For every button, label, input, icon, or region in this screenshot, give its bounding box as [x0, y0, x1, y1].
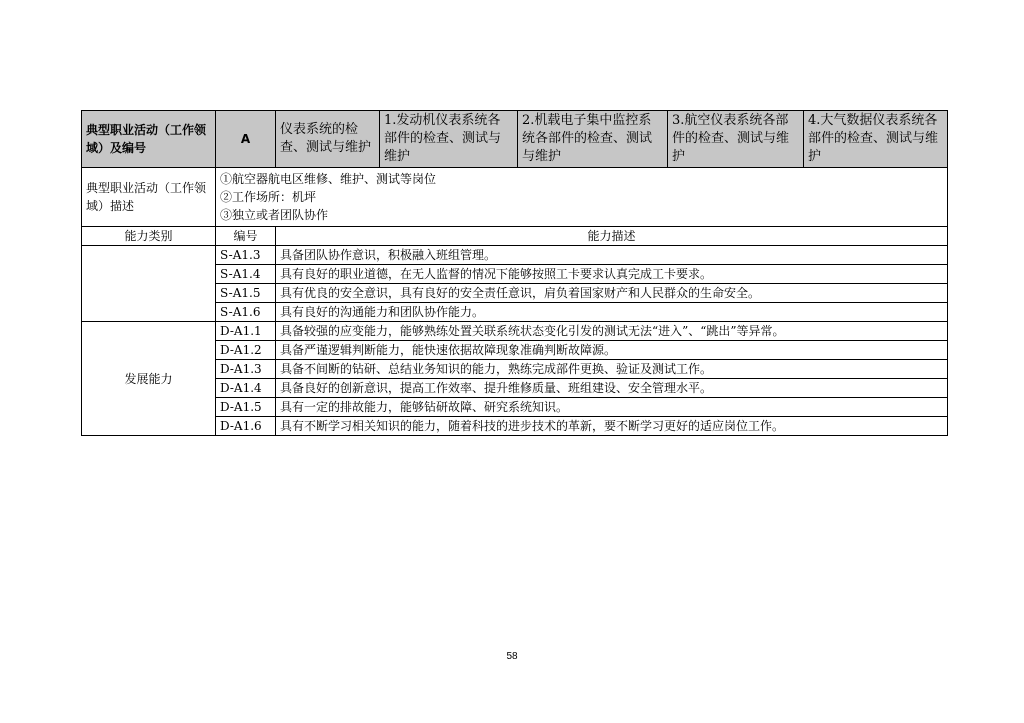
page-number: 58: [506, 651, 518, 662]
code-cell: D-A1.3: [216, 360, 276, 379]
desc-cell: 具有良好的沟通能力和团队协作能力。: [276, 303, 948, 322]
description-label: 典型职业活动（工作领域）描述: [82, 168, 216, 227]
activity-name-cell: 仪表系统的检查、测试与维护: [276, 111, 380, 168]
task-column-1: 1.发动机仪表系统各部件的检查、测试与维护: [380, 111, 518, 168]
code-cell: D-A1.1: [216, 322, 276, 341]
desc-cell: 具备团队协作意识，积极融入班组管理。: [276, 246, 948, 265]
description-line-3: ③独立或者团队协作: [220, 208, 329, 222]
code-cell: S-A1.3: [216, 246, 276, 265]
desc-cell: 具备严谨逻辑判断能力，能快速依据故障现象准确判断故障源。: [276, 341, 948, 360]
code-header: 编号: [216, 227, 276, 246]
code-cell: D-A1.6: [216, 417, 276, 436]
table-header-row: [82, 111, 948, 168]
description-content: [216, 168, 948, 227]
desc-cell: 具有优良的安全意识，具有良好的安全责任意识，肩负着国家财产和人民群众的生命安全。: [276, 284, 948, 303]
competency-table: [81, 110, 948, 436]
description-line-2: ②工作场所：机坪: [220, 190, 317, 204]
activity-code-cell: A: [216, 111, 276, 168]
column-header-row: [82, 227, 948, 246]
desc-cell: 具有不断学习相关知识的能力，随着科技的进步技术的革新，要不断学习更好的适应岗位工作。: [276, 417, 948, 436]
code-cell: S-A1.5: [216, 284, 276, 303]
code-cell: S-A1.4: [216, 265, 276, 284]
task-column-4: 4.大气数据仪表系统各部件的检查、测试与维护: [804, 111, 948, 168]
code-cell: D-A1.2: [216, 341, 276, 360]
desc-cell: 具备良好的创新意识，提高工作效率、提升维修质量、班组建设、安全管理水平。: [276, 379, 948, 398]
table-row: [82, 322, 948, 341]
activity-title-cell: 典型职业活动（工作领域）及编号: [82, 111, 216, 168]
task-column-2: 2.机载电子集中监控系统各部件的检查、测试与维护: [518, 111, 668, 168]
description-row: [82, 168, 948, 227]
category-cell: [82, 246, 216, 322]
desc-cell: 具备不间断的钻研、总结业务知识的能力，熟练完成部件更换、验证及测试工作。: [276, 360, 948, 379]
description-line-1: ①航空器航电区维修、维护、测试等岗位: [220, 172, 437, 186]
desc-header: 能力描述: [276, 227, 948, 246]
code-cell: D-A1.5: [216, 398, 276, 417]
desc-cell: 具有良好的职业道德，在无人监督的情况下能够按照工卡要求认真完成工卡要求。: [276, 265, 948, 284]
code-cell: D-A1.4: [216, 379, 276, 398]
desc-cell: 具有一定的排故能力，能够钻研故障、研究系统知识。: [276, 398, 948, 417]
desc-cell: 具备较强的应变能力，能够熟练处置关联系统状态变化引发的测试无法“进入”、“跳出”等异常。: [276, 322, 948, 341]
category-header: 能力类别: [82, 227, 216, 246]
table-row: [82, 246, 948, 265]
task-column-3: 3.航空仪表系统各部件的检查、测试与维护: [668, 111, 804, 168]
code-cell: S-A1.6: [216, 303, 276, 322]
category-cell: 发展能力: [82, 322, 216, 436]
